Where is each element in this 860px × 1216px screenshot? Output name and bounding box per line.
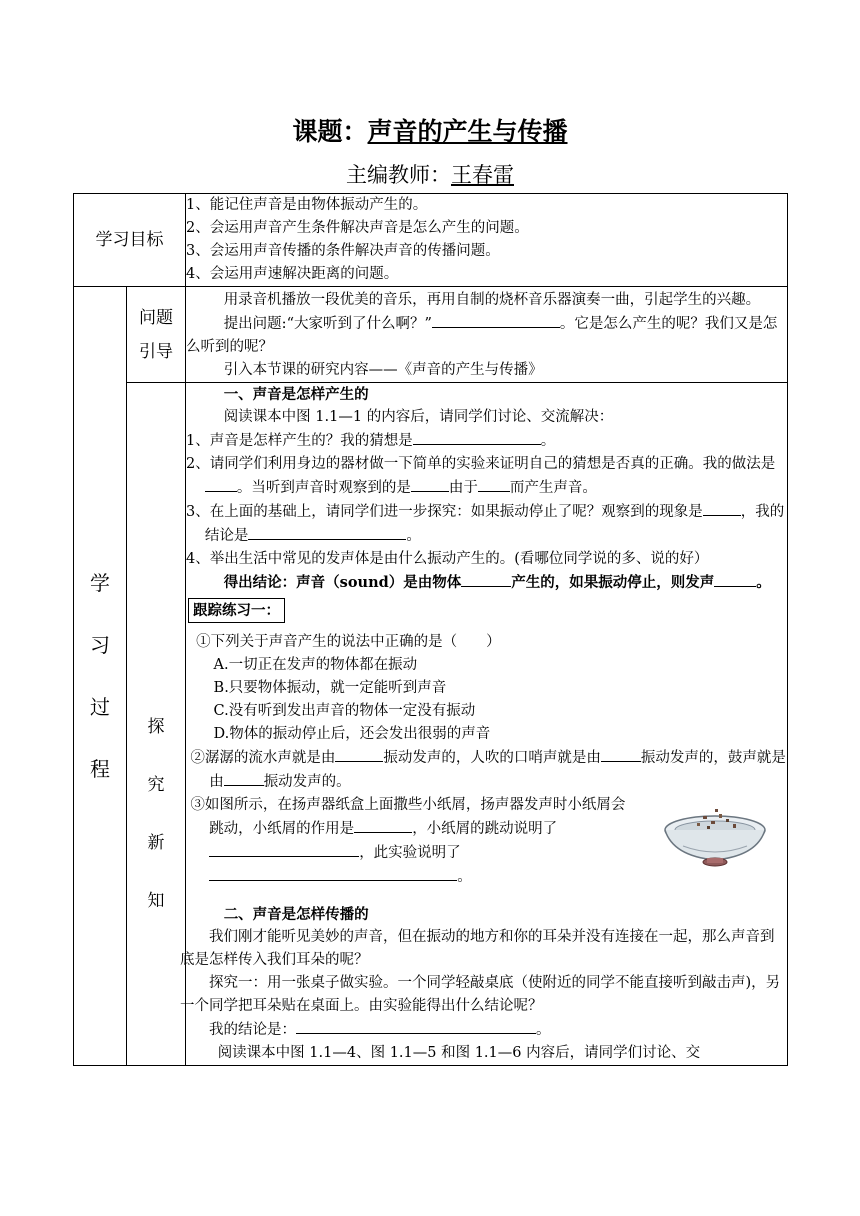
subtitle-prefix: 主编教师： <box>346 163 451 187</box>
objectives-label: 学习目标 <box>74 194 186 287</box>
title-topic: 声音的产生与传播 <box>367 117 568 146</box>
guide-topic: 引入本节课的研究内容——《声音的产生与传播》 <box>223 362 543 378</box>
lesson-table <box>73 193 788 1066</box>
objective-item: 2、会运用声音产生条件解决声音是怎么产生的问题。 <box>186 220 529 236</box>
exercise-3-block <box>186 794 787 889</box>
exercise-1-stem: ①下列关于声音产生的说法中正确的是（ ） <box>196 634 501 650</box>
answer-blank[interactable] <box>411 476 449 492</box>
author-name: 王春雷 <box>451 163 514 187</box>
answer-blank[interactable] <box>703 500 741 516</box>
answer-blank[interactable] <box>601 746 641 762</box>
explore-label: 探 究 新 知 <box>127 383 186 1066</box>
exercise-2: ②潺潺的流水声就是由 振动发声的，人吹的口哨声就是由 振动发声的，鼓声就是由 振动发声的。 <box>186 746 787 794</box>
answer-blank[interactable] <box>413 429 541 445</box>
section1-heading: 一、声音是怎样产生的 <box>223 386 369 403</box>
section2-experiment: 探究一：用一张桌子做实验。一个同学轻敲桌底（使附近的同学不能直接听到敲击声)，另一个同学把耳朵贴在桌面上。由实验能得出什么结论呢？ <box>180 975 781 1014</box>
answer-blank[interactable] <box>205 476 237 492</box>
answer-blank[interactable] <box>714 571 756 587</box>
exercise-1-option-b[interactable]: B.只要物体振动，就一定能听到声音 <box>213 680 447 696</box>
answer-blank[interactable] <box>432 312 560 328</box>
lesson-author <box>0 159 860 189</box>
guide-content <box>186 287 788 383</box>
exercise-3: ③如图所示，在扬声器纸盒上面撒些小纸屑，扬声器发声时小纸屑会跳动，小纸屑的作用是 ，小纸屑的跳动说明了，此实验说明了。 <box>190 797 626 885</box>
question-1: 1、声音是怎样产生的？我的猜想是 。 <box>186 429 787 453</box>
objective-item: 1、能记住声音是由物体振动产生的。 <box>186 197 428 213</box>
practice-label: 跟踪练习一： <box>188 598 285 623</box>
objective-item: 3、会运用声音传播的条件解决声音的传播问题。 <box>186 243 500 259</box>
answer-blank[interactable] <box>478 476 510 492</box>
question-2: 2、请同学们利用身边的器材做一下简单的实验来证明自己的猜想是否真的正确。我的做法是。当听到声音时观察到的是 由于 而产生声音。 <box>186 456 776 496</box>
answer-blank[interactable] <box>209 865 457 881</box>
question-3: 3、在上面的基础上，请同学们进一步探究：如果振动停止了呢？观察到的现象是 ，我的结论是 。 <box>186 500 787 548</box>
answer-blank[interactable] <box>461 571 511 587</box>
section1-intro: 阅读课本中图 1.1—1 的内容后，请同学们讨论、交流解决： <box>223 409 614 425</box>
conclusion: 得出结论：声音（sound）是由物体 产生的，如果振动停止，则发声 。 <box>186 571 787 594</box>
speaker-bowl-with-paper-bits-icon <box>663 808 767 878</box>
answer-blank[interactable] <box>335 746 383 762</box>
exercise-1-option-d[interactable]: D.物体的振动停止后，还会发出很弱的声音 <box>213 726 491 742</box>
section2-reading: 阅读课本中图 1.1—4、图 1.1—5 和图 1.1—6 内容后，请同学们讨论、交 <box>217 1045 701 1061</box>
guide-label: 问题 引导 <box>127 287 186 383</box>
title-prefix: 课题： <box>292 117 368 146</box>
objectives-list <box>186 194 788 287</box>
guide-row <box>74 287 788 383</box>
section2-conclusion: 我的结论是： 。 <box>180 1018 787 1042</box>
explore-row <box>74 383 788 1066</box>
objective-item: 4、会运用声速解决距离的问题。 <box>186 266 399 282</box>
exercise-1-option-c[interactable]: C.没有听到发出声音的物体一定没有振动 <box>213 703 476 719</box>
answer-blank[interactable] <box>224 770 264 786</box>
section2-heading: 二、声音是怎样传播的 <box>223 906 369 923</box>
process-label: 学 习 过 程 <box>74 287 127 1066</box>
answer-blank[interactable] <box>248 524 406 540</box>
spacer <box>186 889 787 903</box>
answer-blank[interactable] <box>209 841 359 857</box>
question-4: 4、举出生活中常见的发声体是由什么振动产生的。(看哪位同学说的多、说的好） <box>186 551 709 567</box>
answer-blank[interactable] <box>296 1018 536 1034</box>
section2-paragraph: 我们刚才能听见美妙的声音，但在振动的地方和你的耳朵并没有连接在一起，那么声音到底是怎样传入我们耳朵的呢？ <box>180 929 775 968</box>
answer-blank[interactable] <box>354 817 412 833</box>
explore-content <box>180 383 788 1066</box>
objectives-row <box>74 194 788 287</box>
lesson-title <box>0 112 860 148</box>
guide-intro: 用录音机播放一段优美的音乐，再用自制的烧杯音乐器演奏一曲，引起学生的兴趣。 <box>223 292 761 308</box>
exercise-1-option-a[interactable]: A.一切正在发声的物体都在振动 <box>213 657 418 673</box>
guide-question: 提出问题:“大家听到了什么啊？” 。它是怎么产生的呢？我们又是怎么听到的呢？ <box>186 312 787 359</box>
